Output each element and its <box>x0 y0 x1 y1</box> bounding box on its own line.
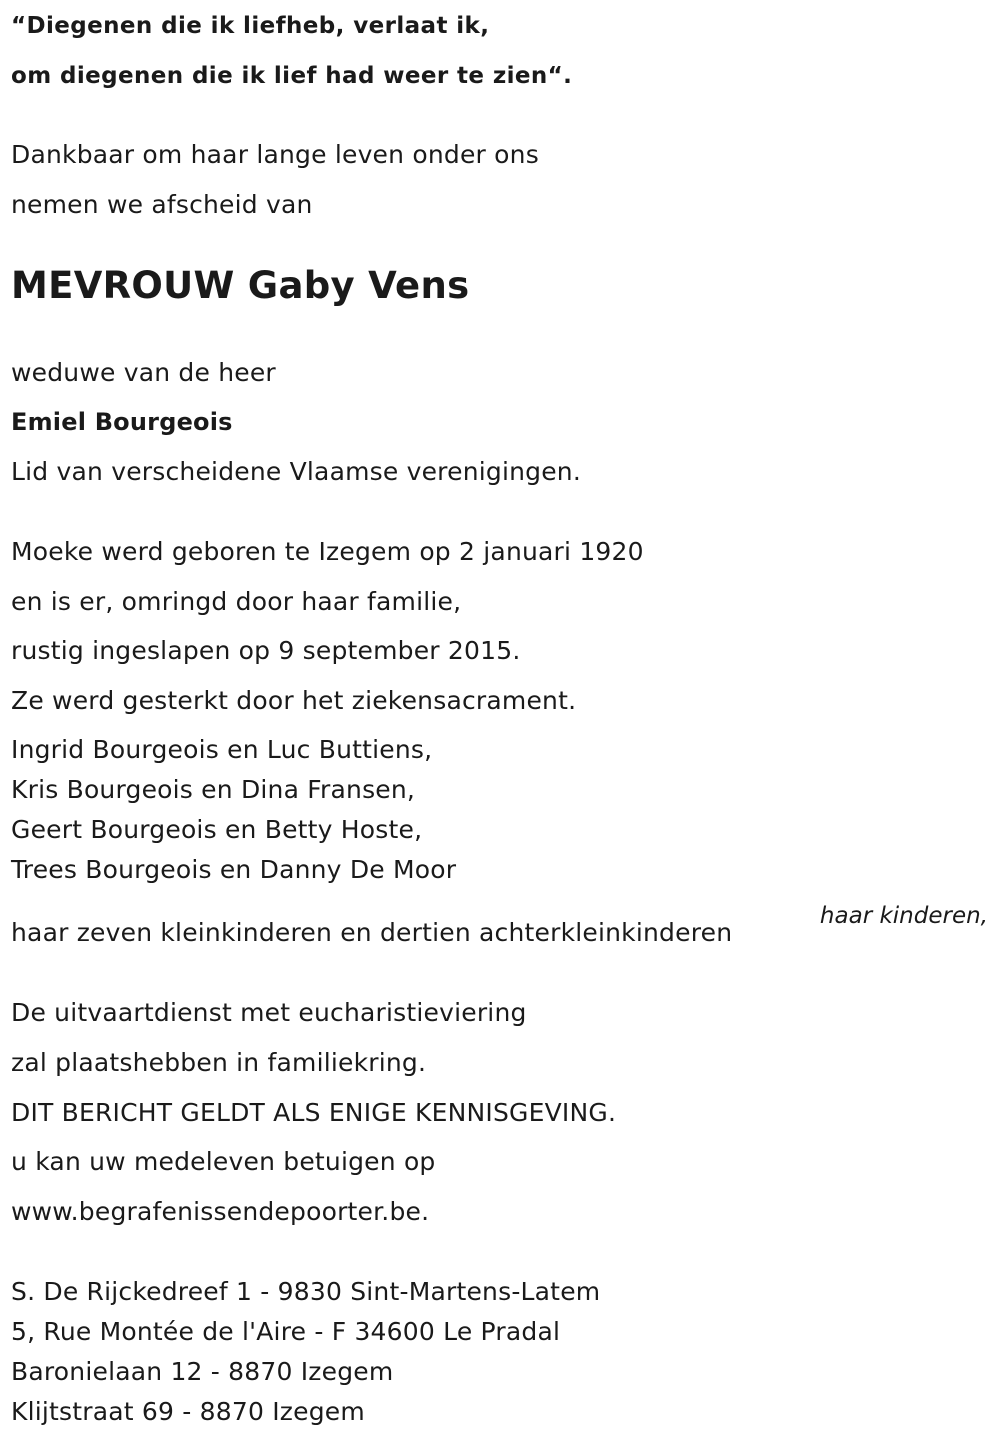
quote-line-1: “Diegenen die ik liefheb, verlaat ik, <box>11 13 490 39</box>
address-line: S. De Rijckedreef 1 - 9830 Sint-Martens-Latem <box>11 1277 601 1306</box>
website-link[interactable]: www.begrafenissendepoorter.be. <box>11 1197 430 1226</box>
address-line: Baronielaan 12 - 8870 Izegem <box>11 1357 394 1386</box>
condolence-line: u kan uw medeleven betuigen op <box>11 1147 436 1176</box>
widow-label: weduwe van de heer <box>11 358 276 387</box>
service-line-1: De uitvaartdienst met eucharistieviering <box>11 998 527 1027</box>
children-signature: haar kinderen, <box>819 903 988 929</box>
birth-line: Moeke werd geboren te Izegem op 2 januari 1920 <box>11 537 644 566</box>
sacrament-line: Ze werd gesterkt door het ziekensacrament. <box>11 686 577 715</box>
intro-line-2: nemen we afscheid van <box>11 190 313 219</box>
child-line: Geert Bourgeois en Betty Hoste, <box>11 815 423 844</box>
address-line: 5, Rue Montée de l'Aire - F 34600 Le Pradal <box>11 1317 561 1346</box>
grandchildren-line: haar zeven kleinkinderen en dertien achterkleinkinderen <box>11 918 733 947</box>
husband-name: Emiel Bourgeois <box>11 408 233 436</box>
address-line: Klijtstraat 69 - 8870 Izegem <box>11 1397 365 1426</box>
deceased-name: MEVROUW Gaby Vens <box>11 264 470 307</box>
family-line: en is er, omringd door haar familie, <box>11 587 462 616</box>
notice-line: DIT BERICHT GELDT ALS ENIGE KENNISGEVING. <box>11 1098 617 1127</box>
child-line: Ingrid Bourgeois en Luc Buttiens, <box>11 735 433 764</box>
service-line-2: zal plaatshebben in familiekring. <box>11 1048 427 1077</box>
child-line: Trees Bourgeois en Danny De Moor <box>11 855 457 884</box>
membership-line: Lid van verscheidene Vlaamse verenigingen. <box>11 457 581 486</box>
intro-line-1: Dankbaar om haar lange leven onder ons <box>11 140 539 169</box>
quote-line-2: om diegenen die ik lief had weer te zien“. <box>11 63 573 89</box>
death-line: rustig ingeslapen op 9 september 2015. <box>11 636 521 665</box>
child-line: Kris Bourgeois en Dina Fransen, <box>11 775 416 804</box>
